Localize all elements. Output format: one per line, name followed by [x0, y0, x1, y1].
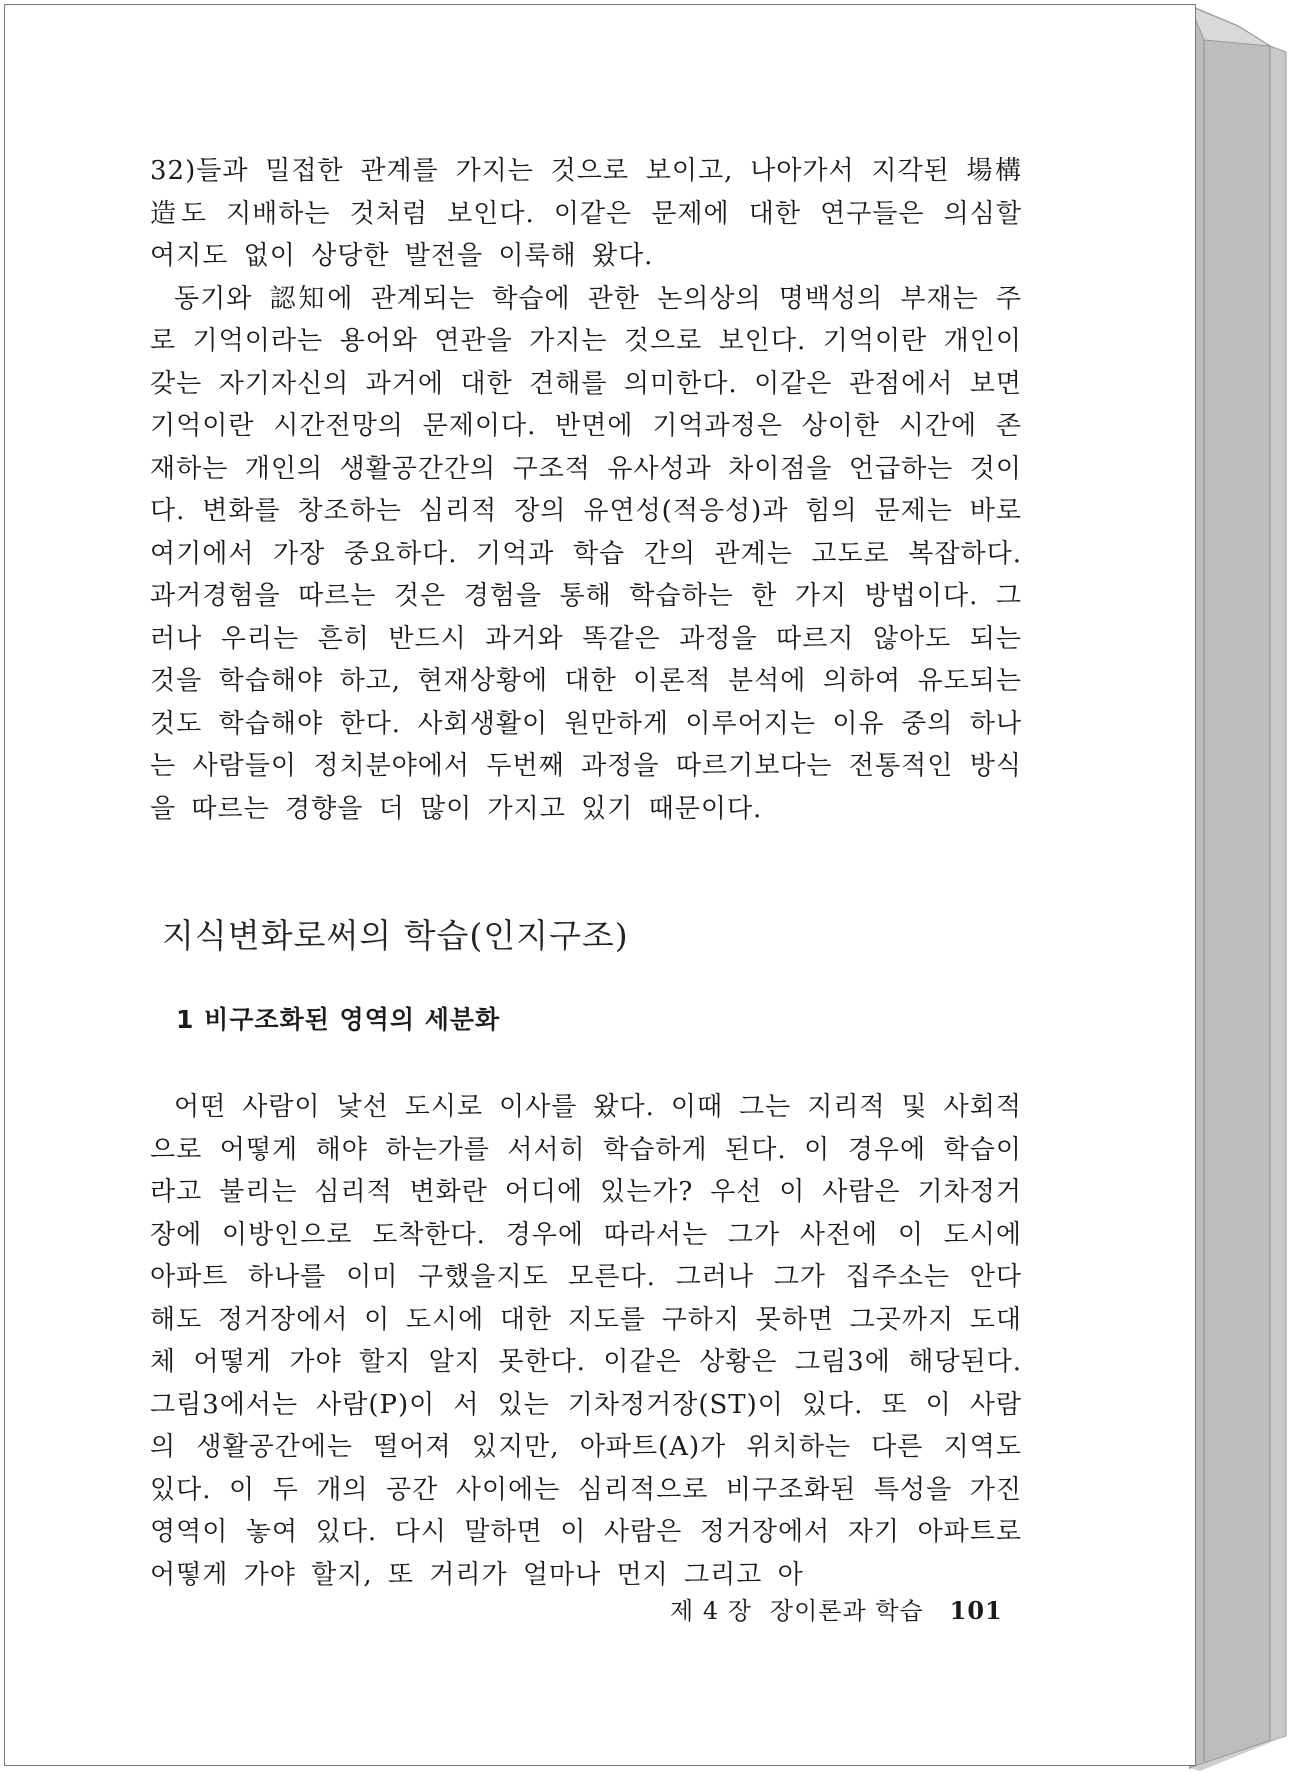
page-number: 101	[949, 1596, 1003, 1625]
footer-chapter-title: 장이론과 학습	[769, 1597, 924, 1625]
page-body	[150, 150, 1022, 1596]
spacer	[150, 1036, 1022, 1086]
footer-chapter: 제 4 장	[670, 1597, 752, 1625]
section-title: 지식변화로써의 학습(인지구조)	[162, 916, 629, 955]
paragraph-1: 32)들과 밀접한 관계를 가지는 것으로 보이고, 나아가서 지각된 場構造도 지배하는 것처럼 보인다. 이같은 문제에 대한 연구들은 의심할 여지도 없이 상당한 발전을 이룩해 왔다.	[150, 156, 1022, 271]
running-footer	[670, 1596, 1003, 1626]
subsection-title: 1 비구조화된 영역의 세분화	[176, 1005, 501, 1034]
section-paragraph: 어떤 사람이 낯선 도시로 이사를 왔다. 이때 그는 지리적 및 사회적으로 어떻게 해야 하는가를 서서히 학습하게 된다. 이 경우에 학습이라고 불리는 심리적 변화란 어디에 있는가? 우선 이 사람은 기차정거장에 이방인으로 도착한다. 경우에 따라서는 그가 사전에 이 도시에 아파트 하나를 이미 구했을지도 모른다. 그러나 그가 집주소는 안다 해도 정거장에서 이 도시에 대한 지도를 구하지 못하면 그곳까지 도대체 어떻게 가야 할지 알지 못한다. 이같은 상황은 그림3에 해당된다. 그림3에서는 사람(P)이 서 있는 기차정거장(ST)이 있다. 또 이 사람의 생활공간에는 떨어져 있지만, 아파트(A)가 위치하는 다른 지역도 있다. 이 두 개의 공간 사이에는 심리적으로 비구조화된 특성을 가진 영역이 놓여 있다. 다시 말하면 이 사람은 정거장에서 자기 아파트로 어떻게 가야 할지, 또 거리가 얼마나 먼지 그리고 아	[150, 1092, 1022, 1590]
paragraph-2: 동기와 認知에 관계되는 학습에 관한 논의상의 명백성의 부재는 주로 기억이라는 용어와 연관을 가지는 것으로 보인다. 기억이란 개인이 갖는 자기자신의 과거에 대한 견해를 의미한다. 이같은 관점에서 보면 기억이란 시간전망의 문제이다. 반면에 기억과정은 상이한 시간에 존재하는 개인의 생활공간간의 구조적 유사성과 차이점을 언급하는 것이다. 변화를 창조하는 심리적 장의 유연성(적응성)과 힘의 문제는 바로 여기에서 가장 중요하다. 기억과 학습 간의 관계는 고도로 복잡하다. 과거경험을 따르는 것은 경험을 통해 학습하는 한 가지 방법이다. 그러나 우리는 흔히 반드시 과거와 똑같은 과정을 따르지 않아도 되는 것을 학습해야 하고, 현재상황에 대한 이론적 분석에 의하여 유도되는 것도 학습해야 한다. 사회생활이 원만하게 이루어지는 이유 중의 하나는 사람들이 정치분야에서 두번째 과정을 따르기보다는 전통적인 방식을 따르는 경향을 더 많이 가지고 있기 때문이다.	[150, 283, 1022, 824]
